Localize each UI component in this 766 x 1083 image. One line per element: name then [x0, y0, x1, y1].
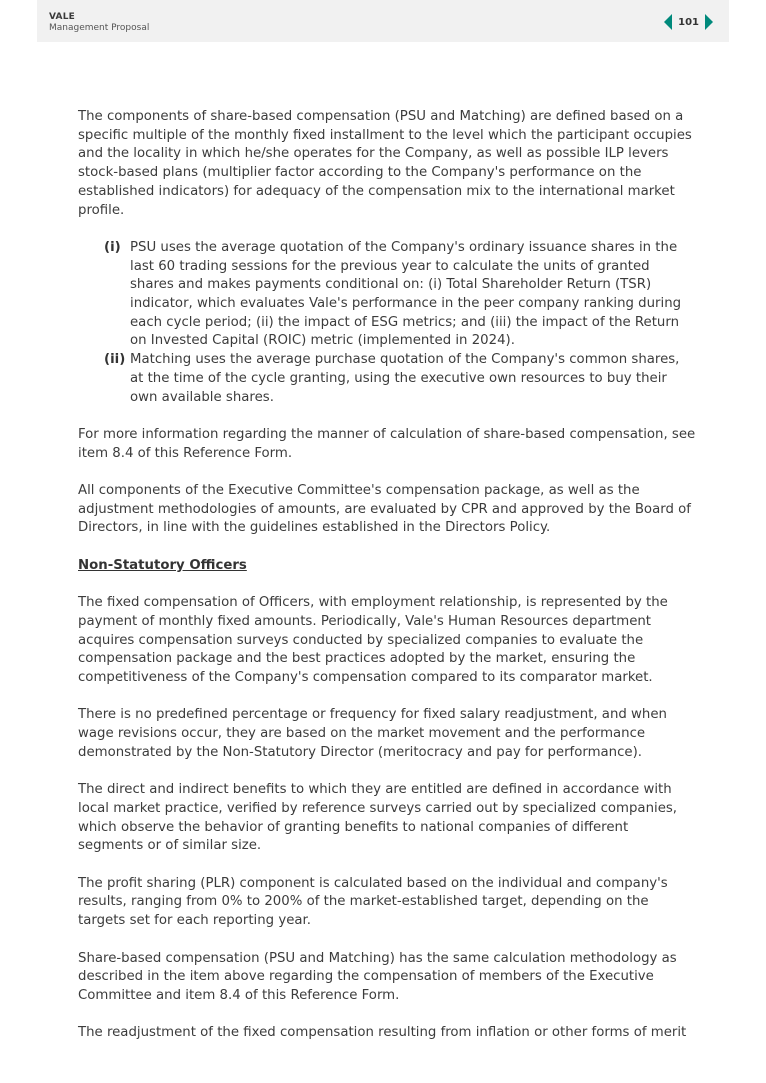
page-header — [37, 0, 729, 42]
list-item-text: PSU uses the average quotation of the Company's ordinary issuance shares in the last 60 trading sessions for the previous year to calculate the units of granted shares and makes payments conditional on: (i) Total Shareholder Return (TSR) indicator, which evaluates Vale's performance in the peer company ranking during each cycle period; (ii) the impact of ESG metrics; and (iii) the impact of the Return on Invested Capital (ROIC) metric (implemented in 2024). — [130, 239, 682, 349]
document-body — [78, 108, 696, 1062]
paragraph: All components of the Executive Committee's compensation package, as well as the adjustment methodologies of amounts, are evaluated by CPR and approved by the Board of Directors, in line with the guidelines established in the Directors Policy. — [78, 483, 691, 536]
list-item — [78, 351, 696, 407]
previous-page-icon[interactable] — [664, 14, 672, 30]
list-marker: (ii) — [104, 352, 126, 368]
list-item — [78, 239, 696, 351]
share-plan-list — [78, 239, 696, 407]
page-number: 101 — [678, 16, 699, 28]
page-navigator — [664, 14, 713, 30]
paragraph: For more information regarding the manner of calculation of share-based compensation, see item 8.4 of this Reference Form. — [78, 426, 696, 461]
paragraph: The profit sharing (PLR) component is calculated based on the individual and company's results, ranging from 0% to 200% of the market-established target, depending on the targets set for each reporting year. — [78, 875, 668, 929]
list-item-text: Matching uses the average purchase quotation of the Company's common shares, at the time of the cycle granting, using the executive own resources to buy their own available shares. — [130, 352, 680, 405]
list-marker: (i) — [104, 239, 121, 255]
document-subtitle: Management Proposal — [49, 23, 150, 33]
paragraph: There is no predefined percentage or frequency for fixed salary readjustment, and when wage revisions occur, they are based on the market movement and the performance demonstrated by the Non-Statutory Director (meritocracy and pay for performance). — [78, 707, 667, 760]
section-heading: Non-Statutory Officers — [78, 557, 247, 573]
paragraph: The readjustment of the fixed compensation resulting from inflation or other forms of merit — [78, 1025, 687, 1041]
next-page-icon[interactable] — [705, 14, 713, 30]
paragraph: Share-based compensation (PSU and Matching) has the same calculation methodology as described in the item above regarding the compensation of members of the Executive Committee and item 8.4 of this Reference Form. — [78, 950, 677, 1003]
paragraph: The fixed compensation of Officers, with employment relationship, is represented by the payment of monthly fixed amounts. Periodically, Vale's Human Resources department acquires compensation surveys conducted by specialized companies to evaluate the compensation package and the best practices adopted by the market, ensuring the competitiveness of the Company's compensation compared to its comparator market. — [78, 595, 668, 686]
brand-name: VALE — [49, 12, 76, 22]
paragraph: The direct and indirect benefits to which they are entitled are defined in accordance with local market practice, verified by reference surveys carried out by specialized companies, which observe the behavior of granting benefits to national companies of different segments or of similar size. — [78, 782, 678, 854]
paragraph: The components of share-based compensation (PSU and Matching) are defined based on a specific multiple of the monthly fixed installment to the level which the participant occupies and the locality in which he/she operates for the Company, as well as possible ILP levers stock-based plans (multiplier factor according to the Company's performance on the established indicators) for adequacy of the compensation mix to the international market profile. — [78, 109, 692, 218]
